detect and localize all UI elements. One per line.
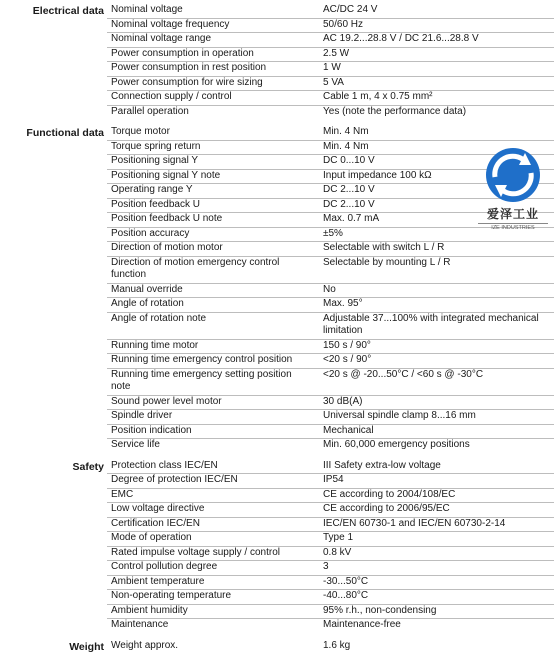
spec-label: Non-operating temperature [111, 590, 232, 601]
spec-value: 1.6 kg [323, 639, 351, 651]
spec-value: DC 0...10 V [323, 155, 375, 166]
spec-label: Nominal voltage [111, 4, 183, 15]
spec-table [107, 460, 554, 633]
spec-label: Degree of protection IEC/EN [111, 474, 238, 485]
spec-label: Ambient humidity [111, 604, 188, 616]
section-safety [0, 460, 554, 633]
section-title: Functional data [26, 127, 104, 139]
spec-value: Input impedance 100 kΩ [323, 169, 432, 181]
spec-value: Min. 60,000 emergency positions [323, 439, 470, 450]
spec-value: IEC/EN 60730-1 and IEC/EN 60730-2-14 [323, 517, 506, 529]
section-title: Weight [69, 640, 104, 653]
spec-label: Positioning signal Y [111, 155, 199, 166]
spec-label: Power consumption in operation [111, 47, 254, 59]
spec-value: -30...50°C [323, 575, 369, 587]
spec-row [107, 62, 554, 77]
spec-label: Ambient temperature [111, 575, 205, 587]
spec-value: CE according to 2004/108/EC [323, 488, 456, 500]
spec-label: Maintenance [111, 619, 169, 630]
spec-value: 1 W [323, 62, 341, 73]
spec-value: III Safety extra-low voltage [323, 459, 441, 471]
spec-row [107, 605, 554, 620]
spec-row [107, 439, 554, 453]
spec-label: Angle of rotation note [111, 312, 207, 324]
spec-label: Sound power level motor [111, 395, 222, 407]
spec-row [107, 91, 554, 106]
spec-row [107, 106, 554, 120]
spec-value: 0.8 kV [323, 546, 352, 558]
spec-value: 50/60 Hz [323, 18, 364, 30]
spec-label: Protection class IEC/EN [111, 459, 218, 471]
spec-row [107, 503, 554, 518]
spec-value: 2.5 W [323, 47, 350, 59]
ize-circular-arrows-logo-icon [485, 147, 541, 203]
spec-row [107, 340, 554, 355]
spec-value: Selectable with switch L / R [323, 242, 445, 253]
section-weight [0, 640, 554, 654]
spec-row [107, 474, 554, 489]
spec-value: 30 dB(A) [323, 395, 363, 407]
spec-label: Mode of operation [111, 532, 192, 543]
spec-label: Service life [111, 439, 160, 450]
spec-row [107, 313, 554, 340]
section-electrical-data [0, 4, 554, 119]
spec-label: Position feedback U note [111, 213, 223, 224]
spec-row [107, 369, 554, 396]
spec-value: Maintenance-free [323, 619, 401, 630]
spec-value: 95% r.h., non-condensing [323, 604, 437, 616]
section-functional-data [0, 126, 554, 453]
spec-value: Universal spindle clamp 8...16 mm [323, 410, 476, 421]
spec-row [107, 298, 554, 313]
spec-row [107, 410, 554, 425]
spec-value: Cable 1 m, 4 x 0.75 mm² [323, 91, 433, 102]
spec-value: Type 1 [323, 532, 354, 543]
spec-row [107, 126, 554, 141]
spec-value: No [323, 283, 336, 295]
spec-label: Nominal voltage range [111, 33, 212, 44]
spec-label: Control pollution degree [111, 561, 218, 572]
spec-label: Torque spring return [111, 140, 201, 152]
spec-table [107, 4, 554, 119]
spec-row [107, 590, 554, 605]
spec-label: Running time motor [111, 339, 199, 351]
spec-row [107, 489, 554, 504]
spec-value: 3 [323, 561, 329, 572]
spec-row [107, 4, 554, 19]
spec-label: Power consumption in rest position [111, 62, 267, 73]
spec-row [107, 396, 554, 411]
spec-label: Direction of motion motor [111, 242, 223, 253]
logo-english-name: IZE INDUSTRIES [478, 223, 548, 231]
spec-value: Max. 0.7 mA [323, 213, 380, 224]
spec-row [107, 532, 554, 547]
spec-row [107, 48, 554, 63]
spec-value: Min. 4 Nm [323, 126, 369, 137]
spec-value: DC 2...10 V [323, 184, 375, 195]
spec-label: Nominal voltage frequency [111, 18, 230, 30]
spec-label: Position indication [111, 424, 192, 436]
spec-label: Position accuracy [111, 227, 190, 239]
spec-value: DC 2...10 V [323, 198, 375, 210]
spec-label: Weight approx. [111, 639, 179, 651]
spec-value: <20 s / 90° [323, 354, 372, 365]
spec-label: Direction of motion emergency control function [111, 256, 280, 280]
spec-row [107, 354, 554, 369]
spec-label: Power consumption for wire sizing [111, 76, 263, 88]
spec-row [107, 547, 554, 562]
spec-value: Yes (note the performance data) [323, 105, 467, 117]
spec-label: Connection supply / control [111, 91, 232, 102]
spec-value: Selectable by mounting L / R [323, 256, 451, 268]
spec-row [107, 518, 554, 533]
spec-row [107, 33, 554, 48]
spec-value: Max. 95° [323, 298, 363, 309]
spec-value: 150 s / 90° [323, 339, 371, 351]
spec-value: -40...80°C [323, 590, 369, 601]
spec-value: ±5% [323, 227, 343, 239]
spec-label: Positioning signal Y note [111, 169, 221, 181]
spec-row [107, 576, 554, 591]
spec-row [107, 242, 554, 257]
spec-label: Manual override [111, 283, 183, 295]
spec-value: Mechanical [323, 424, 374, 436]
spec-row [107, 561, 554, 576]
spec-label: Angle of rotation [111, 298, 184, 309]
spec-value: Min. 4 Nm [323, 140, 369, 152]
spec-value: Adjustable 37...100% with integrated mechanical limitation [323, 312, 539, 336]
spec-value: AC 19.2...28.8 V / DC 21.6...28.8 V [323, 33, 479, 44]
spec-label: Rated impulse voltage supply / control [111, 546, 280, 558]
spec-row [107, 257, 554, 284]
spec-value: AC/DC 24 V [323, 4, 378, 15]
spec-row [107, 425, 554, 440]
spec-label: Operating range Y [111, 184, 193, 195]
spec-label: Running time emergency setting position note [111, 368, 292, 392]
spec-value: <20 s @ -20...50°C / <60 s @ -30°C [323, 368, 484, 380]
spec-label: Position feedback U [111, 198, 200, 210]
logo-chinese-name: 爱泽工业 [486, 207, 539, 221]
spec-label: Parallel operation [111, 105, 189, 117]
spec-label: EMC [111, 488, 134, 500]
spec-value: IP54 [323, 474, 344, 485]
spec-label: Torque motor [111, 126, 170, 137]
spec-row [107, 77, 554, 92]
spec-row [107, 619, 554, 633]
section-title: Safety [72, 460, 104, 473]
spec-label: Running time emergency control position [111, 354, 293, 365]
spec-label: Spindle driver [111, 410, 173, 421]
spec-table [107, 640, 554, 654]
section-title: Electrical data [32, 5, 104, 17]
spec-value: 5 VA [323, 76, 344, 88]
company-watermark-logo [478, 147, 548, 231]
spec-row [107, 640, 554, 654]
spec-label: Low voltage directive [111, 503, 205, 514]
spec-label: Certification IEC/EN [111, 517, 200, 529]
spec-row [107, 284, 554, 299]
spec-row [107, 460, 554, 475]
spec-value: CE according to 2006/95/EC [323, 503, 450, 514]
datasheet [0, 4, 554, 653]
spec-row [107, 19, 554, 34]
